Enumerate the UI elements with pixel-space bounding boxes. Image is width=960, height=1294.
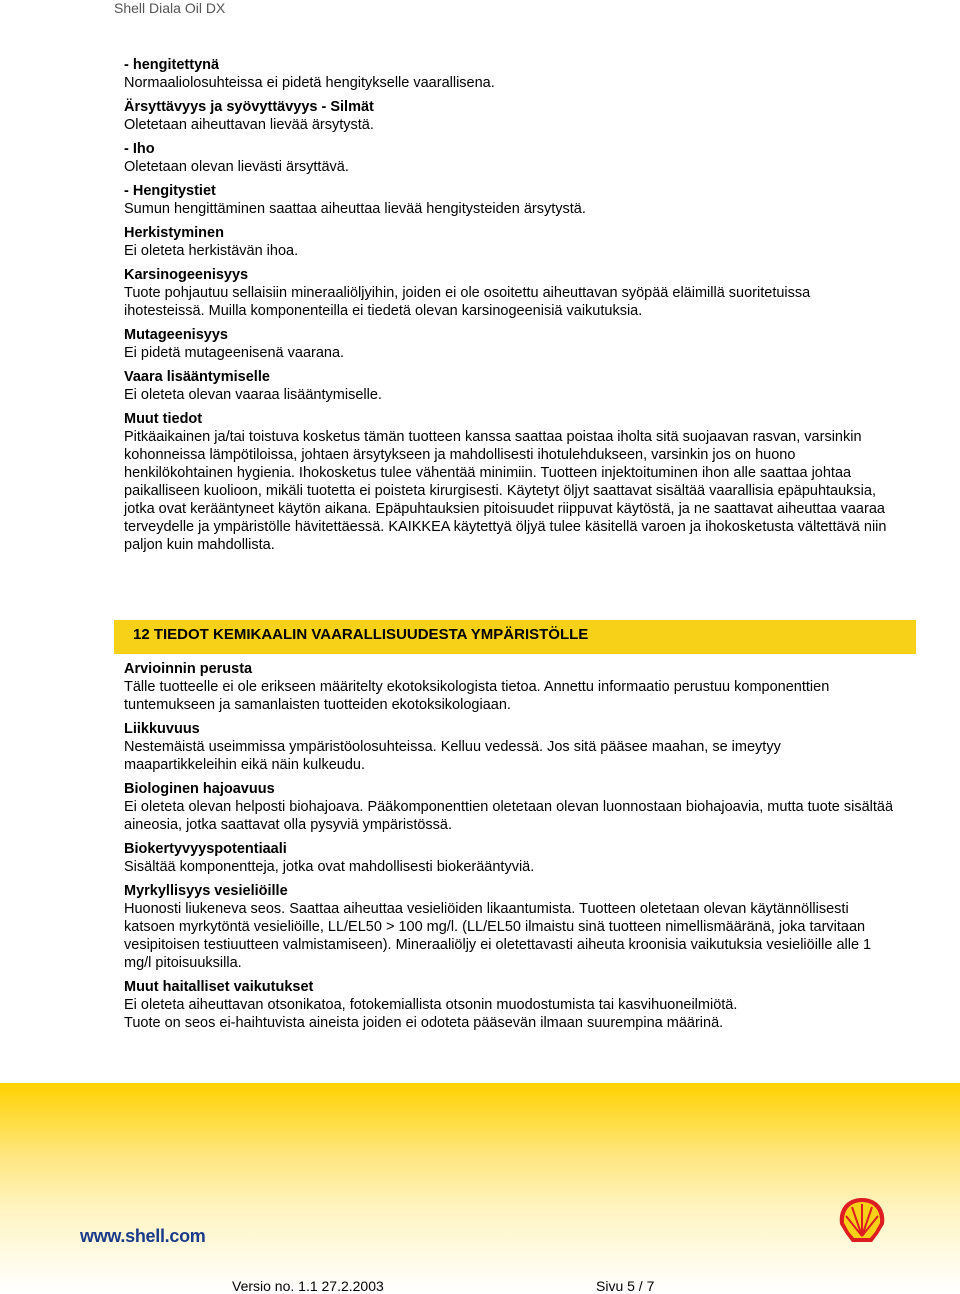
version-info: Versio no. 1.1 27.2.2003: [232, 1278, 384, 1294]
heading-reproductive: Vaara lisääntymiselle: [124, 369, 270, 385]
text-mutagenicity: Ei pidetä mutageenisenä vaarana.: [124, 345, 345, 361]
text-biodegradability: Ei oleteta olevan helposti biohajoava. Pääkomponenttien oletetaan olevan luonnostaan biohajoavia, mutta tuote sisältää aineosia, jotka saattavat olla pysyviä ympäristössä.: [124, 799, 894, 833]
text-sensitisation: Ei oleteta herkistävän ihoa.: [124, 243, 299, 259]
heading-mobility: Liikkuvuus: [124, 721, 200, 737]
text-eye-irritation: Oletetaan aiheuttavan lievää ärsytystä.: [124, 117, 374, 133]
document-title: Shell Diala Oil DX: [114, 0, 226, 16]
text-carcinogenicity: Tuote pohjautuu sellaisiin mineraaliöljyihin, joiden ei ole osoitettu aiheuttavan syöpää eläimillä suoritetuissa ihotesteissä. Muilla komponenteilla ei tiedetä olevan karsinogeenisiä vaikutuksia.: [124, 285, 811, 319]
text-other-info: Pitkäaikainen ja/tai toistuva kosketus tämän tuotteen kanssa saattaa poistaa iholta sitä suojaavan rasvan, varsinkin kohonneissa lämpötiloissa, johtaen ärsytykseen ja mahdollisesti ihotulehdukseen, varsinkin jos on huono henkilökohtainen hygienia. Ihokosketus tulee vähentää minimiin. Tuotteen injektoituminen ihon alle saattaa johtaa paikalliseen kuolioon, mikäli tuotetta ei poisteta kirurgisesti. Käytetyt öljyt saattavat sisältää vaarallisia epäpuhtauksia, jotka ovat kerääntyneet käytön aikana. Epäpuhtauksien pitoisuudet riippuvat käytöstä, ja ne saattavat aiheuttaa vaaraa terveydelle ja ympäristölle hävitettäessä. KAIKKEA käytettyä öljyä tulee käsitellä varoen ja ihokosketusta vältettävä niin paljon kuin mahdollista.: [124, 429, 887, 553]
text-inhalation: Normaaliolosuhteissa ei pidetä hengitykselle vaarallisena.: [124, 75, 495, 91]
health-effects-section: [124, 56, 894, 554]
text-assessment-basis: Tälle tuotteelle ei ole erikseen määritelty ekotoksikologista tietoa. Annettu informaatio perustuu komponenttien tuntemukseen ja samanlaisten tuotteiden ekotoksikologiaan.: [124, 679, 830, 713]
footer-band: [0, 1083, 960, 1292]
text-mobility: Nestemäistä useimmissa ympäristöolosuhteissa. Kelluu vedessä. Jos sitä pääsee maahan, se imeytyy maapartikkeleihin eikä näin kulkeudu.: [124, 739, 781, 773]
text-bioaccumulation: Sisältää komponentteja, jotka ovat mahdollisesti biokerääntyviä.: [124, 859, 535, 875]
heading-respiratory: - Hengitystiet: [124, 183, 216, 199]
ecological-section: [124, 660, 894, 1032]
text-aquatic-toxicity: Huonosti liukeneva seos. Saattaa aiheuttaa vesieliöiden likaantumista. Tuotteen oletetaan olevan käytännöllisesti katsoen myrkytöntä vesieliöille, LL/EL50 > 100 mg/l. (LL/EL50 ilmaistu sinä tuotteen nimellismääränä, joka tarvitaan vesipitoisen testiuutteen valmistamiseen). Mineraaliöljy ei oletettavasti aiheuta kroonisia vaikutuksia vesieliöille alle 1 mg/l pitoisuuksilla.: [124, 901, 872, 971]
heading-bioaccumulation: Biokertyvyyspotentiaali: [124, 841, 287, 857]
heading-mutagenicity: Mutageenisyys: [124, 327, 228, 343]
heading-inhalation: - hengitettynä: [124, 57, 220, 73]
section-12-title: 12 TIEDOT KEMIKAALIN VAARALLISUUDESTA YMPÄRISTÖLLE: [133, 626, 589, 643]
heading-assessment-basis: Arvioinnin perusta: [124, 661, 253, 677]
heading-sensitisation: Herkistyminen: [124, 225, 224, 241]
text-other-effects: Ei oleteta aiheuttavan otsonikatoa, fotokemiallista otsonin muodostumista tai kasvihuoneilmiötä.: [124, 997, 738, 1013]
page-number: Sivu 5 / 7: [596, 1278, 655, 1294]
heading-aquatic-toxicity: Myrkyllisyys vesieliöille: [124, 883, 288, 899]
heading-other-info: Muut tiedot: [124, 411, 203, 427]
heading-eye-irritation: Ärsyttävyys ja syövyttävyys - Silmät: [124, 99, 374, 115]
heading-other-effects: Muut haitalliset vaikutukset: [124, 979, 314, 995]
heading-biodegradability: Biologinen hajoavuus: [124, 781, 275, 797]
text-reproductive: Ei oleteta olevan vaaraa lisääntymiselle.: [124, 387, 382, 403]
text-other-effects-2: Tuote on seos ei-haihtuvista aineista joiden ei odoteta pääsevän ilmaan suurempina määrinä.: [124, 1015, 724, 1031]
text-respiratory: Sumun hengittäminen saattaa aiheuttaa lievää hengitysteiden ärsytystä.: [124, 201, 586, 217]
heading-skin: - Iho: [124, 141, 155, 157]
shell-pecten-icon: [836, 1196, 888, 1244]
text-skin: Oletetaan olevan lievästi ärsyttävä.: [124, 159, 349, 175]
shell-website-logo: www.shell.com: [80, 1226, 206, 1246]
heading-carcinogenicity: Karsinogeenisyys: [124, 267, 249, 283]
